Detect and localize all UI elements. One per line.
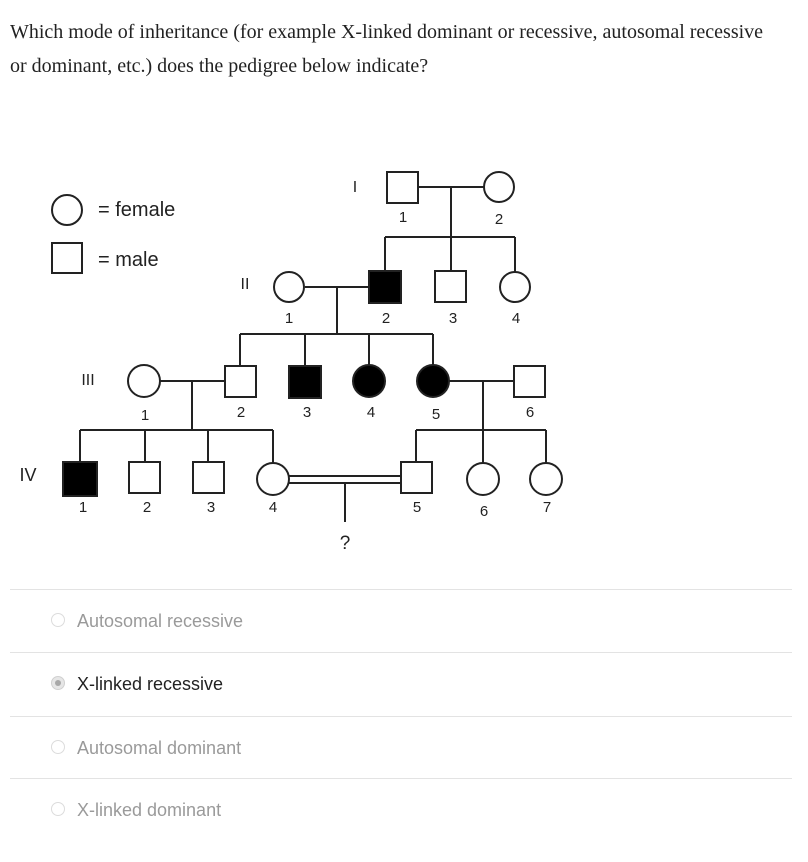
radio-button[interactable] <box>51 740 65 754</box>
gen3-female-1 <box>128 365 160 397</box>
gen4-female-6 <box>467 463 499 495</box>
g3-label-3: 3 <box>302 404 312 421</box>
gen3-female-4-affected <box>353 365 385 397</box>
option-label: Autosomal dominant <box>77 738 242 758</box>
gen3-female-5-affected <box>417 365 449 397</box>
g2-label-2: 2 <box>381 310 391 327</box>
pedigree-chart <box>0 150 808 570</box>
gen1-male-1 <box>387 172 418 203</box>
generation-label-1: I <box>352 179 358 196</box>
legend-female-label: = female <box>98 199 176 221</box>
g1-label-1: 1 <box>398 209 408 226</box>
g4-label-3: 3 <box>206 499 216 516</box>
gen3-male-2 <box>225 366 256 397</box>
g3-label-4: 4 <box>366 404 376 421</box>
gen2-female-4 <box>500 272 530 302</box>
g4-label-1: 1 <box>78 499 88 516</box>
gen4-male-2 <box>129 462 160 493</box>
g4-label-4: 4 <box>268 499 278 516</box>
radio-button[interactable] <box>51 802 65 816</box>
g4-label-2: 2 <box>142 499 152 516</box>
radio-button[interactable] <box>51 613 65 627</box>
g4-label-7: 7 <box>542 499 552 516</box>
gen3-male-6 <box>514 366 545 397</box>
gen4-male-3 <box>193 462 224 493</box>
gen3-male-3-affected <box>289 366 321 398</box>
gen2-male-2-affected <box>369 271 401 303</box>
generation-label-2: II <box>240 276 250 293</box>
legend-male-label: = male <box>98 249 159 271</box>
answer-option-autosomal-dominant[interactable] <box>10 716 792 779</box>
answer-option-x-linked-recessive[interactable] <box>10 652 792 715</box>
g3-label-6: 6 <box>525 404 535 421</box>
option-label: Autosomal recessive <box>77 611 244 631</box>
legend-male-symbol <box>52 243 82 273</box>
gen4-female-7 <box>530 463 562 495</box>
g2-label-4: 4 <box>511 310 521 327</box>
unknown-offspring-label: ? <box>339 533 351 554</box>
generation-label-3: III <box>81 372 95 389</box>
gen4-female-4 <box>257 463 289 495</box>
gen1-female-2 <box>484 172 514 202</box>
g4-label-5: 5 <box>412 499 422 516</box>
gen4-male-5 <box>401 462 432 493</box>
option-label: X-linked recessive <box>77 674 224 694</box>
answer-option-x-linked-dominant[interactable] <box>10 778 792 841</box>
gen2-male-3 <box>435 271 466 302</box>
option-label: X-linked dominant <box>77 800 222 820</box>
g3-label-5: 5 <box>431 406 441 423</box>
radio-button-selected[interactable] <box>51 676 65 690</box>
gen4-male-1-affected <box>63 462 97 496</box>
g4-label-6: 6 <box>479 503 489 520</box>
g3-label-1: 1 <box>140 407 150 424</box>
gen2-female-1 <box>274 272 304 302</box>
g3-label-2: 2 <box>236 404 246 421</box>
generation-label-4: IV <box>19 465 37 485</box>
g2-label-3: 3 <box>448 310 458 327</box>
g1-label-2: 2 <box>494 211 504 228</box>
legend-female-symbol <box>52 195 82 225</box>
g2-label-1: 1 <box>284 310 294 327</box>
answer-option-autosomal-recessive[interactable] <box>10 589 792 652</box>
question-text: Which mode of inheritance (for example X-linked dominant or recessive, autosomal recessive or dominant, etc.) does the pedigree below indicate? <box>10 21 764 77</box>
